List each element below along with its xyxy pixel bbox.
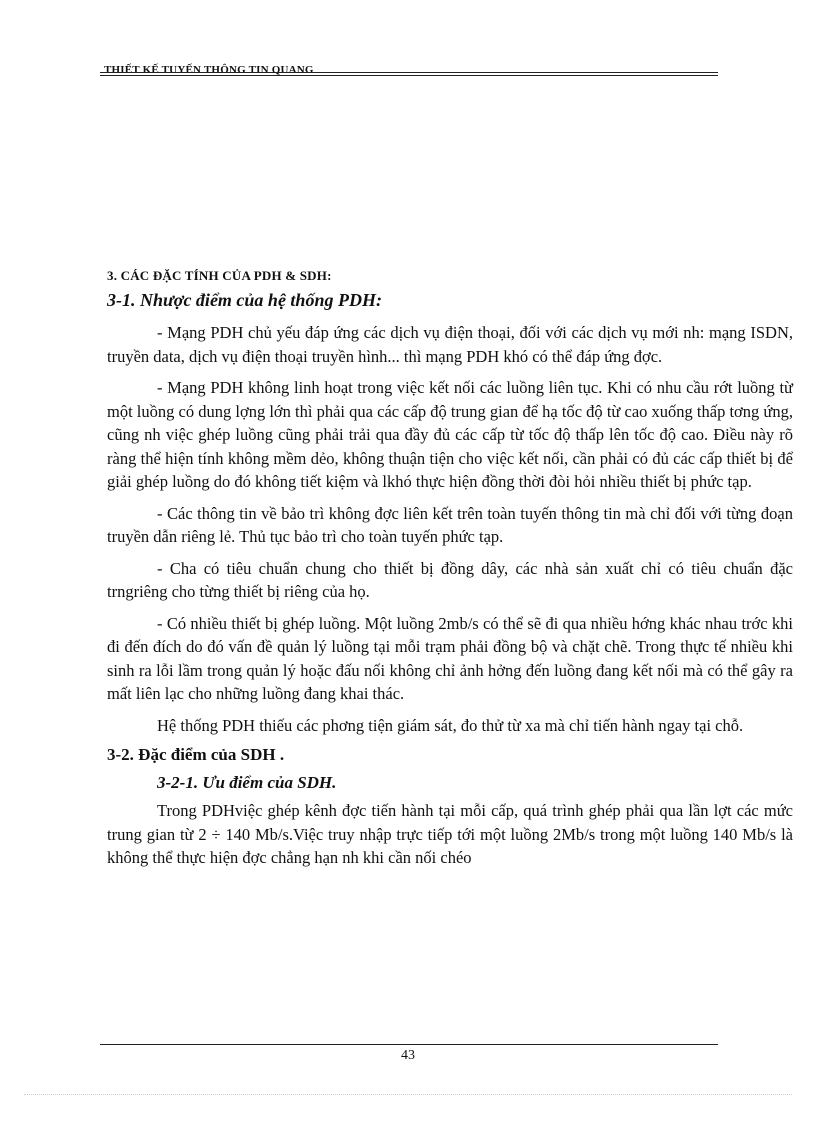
footer-rule xyxy=(100,1044,718,1045)
paragraph-sdh-1: Trong PDHviệc ghép kênh đợc tiến hành tại mỗi cấp, quá trình ghép phải qua lần lợt các mức trung gian từ 2 ÷ 140 Mb/s.Việc truy nhập trực tiếp tới một luồng 2Mb/s trong một luồng 140 Mb/s là không thể thực hiện đợc chẳng hạn nh khi cần nối chéo xyxy=(107,801,793,867)
paragraph-pdh-5: - Có nhiều thiết bị ghép luồng. Một luồng 2mb/s có thể sẽ đi qua nhiều hớng khác nhau trớc khi đi đến đích do đó vấn đề quản lý luồng tại mỗi trạm phải đồng bộ và chặt chẽ. Trong thực tế nhiều khi sinh ra lỗi lầm trong quản lý hoặc đấu nối không chỉ ảnh hởng đến luồng đang kết nối mà có thể gây ra mất liên lạc cho những luồng đang khai thác. xyxy=(107,613,793,703)
page-bottom-dotted-line xyxy=(24,1094,792,1095)
section-3-2-1-heading: 3-2-1. Ưu điểm của SDH. xyxy=(157,773,337,792)
page-number: 43 xyxy=(401,1048,415,1063)
section-3-2-heading: 3-2. Đặc điểm của SDH . xyxy=(107,745,285,764)
paragraph-pdh-2: - Mạng PDH không linh hoạt trong việc kết nối các luồng liên tục. Khi có nhu cầu rớt luồng từ một luồng có dung lợng lớn thì phải qua các cấp độ trung gian để hạ tốc độ từ cao xuống thấp tơng ứng, cũng nh việc ghép luồng cũng phải trải qua đầy đủ các cấp từ tốc độ thấp lên tốc độ cao. Điều này rõ ràng thể hiện tính không mềm dẻo, không thuận tiện cho việc kết nối, cần phải có đủ các cấp thiết bị để giải ghép luồng do đó không tiết kiệm và lkhó thực hiện đồng thời đòi hỏi nhiều thiết bị phức tạp. xyxy=(107,378,793,491)
section-3-1-heading: 3-1. Nhược điểm của hệ thống PDH: xyxy=(107,290,382,310)
paragraph-pdh-6: Hệ thống PDH thiếu các phơng tiện giám sát, đo thử từ xa mà chỉ tiến hành ngay tại chỗ. xyxy=(157,715,744,735)
paragraph-pdh-1: - Mạng PDH chủ yếu đáp ứng các dịch vụ điện thoại, đối với các dịch vụ mới nh: mạng ISDN, truyền data, dịch vụ điện thoại truyền hình... thì mạng PDH khó có thể đáp ứng đợc. xyxy=(107,323,793,366)
section-3-heading: 3. CÁC ĐẶC TÍNH CỦA PDH & SDH: xyxy=(107,268,332,283)
header-title: THIẾT KẾ TUYẾN THÔNG TIN QUANG xyxy=(104,64,314,76)
header-rule-1 xyxy=(100,72,718,73)
document-body xyxy=(107,268,793,878)
header-rule-2 xyxy=(100,75,718,76)
paragraph-pdh-3: - Các thông tin về bảo trì không đợc liên kết trên toàn tuyến thông tin mà chỉ đối với từng đoạn truyền dẫn riêng lẻ. Thủ tục bảo trì cho toàn tuyến phức tạp. xyxy=(107,503,793,546)
paragraph-pdh-4: - Cha có tiêu chuẩn chung cho thiết bị đồng dây, các nhà sản xuất chỉ có tiêu chuẩn đặc trngriêng cho từng thiết bị riêng của họ. xyxy=(107,558,793,601)
